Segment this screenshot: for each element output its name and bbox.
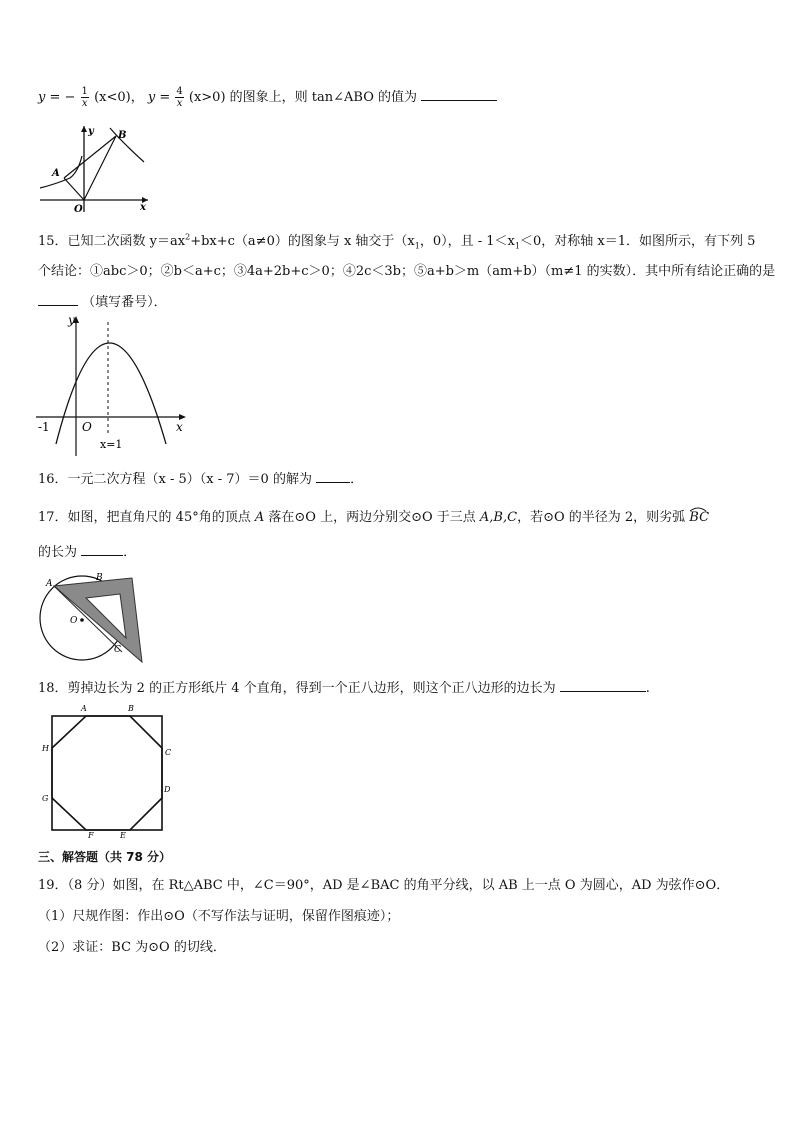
q16-line: 16．一元二次方程（x - 5）（x - 7）＝0 的解为 ． (38, 472, 364, 487)
q17-label-c: C (114, 645, 121, 655)
q14-label-a: A (52, 168, 60, 179)
q17-line1: 17．如图，把直角尺的 45°角的顶点 A 落在⊙O 上，两边分别交⊙O 于三点 A,B,C，若⊙O 的半径为 2，则劣弧 BC (38, 506, 709, 525)
q17-line2: 的长为 ． (38, 545, 137, 560)
q14-segment-oa (64, 178, 84, 200)
q14-f1-cond: (x<0)， (94, 90, 144, 105)
q15-figure (36, 312, 188, 457)
q18-label-d: D (164, 785, 171, 794)
section3-title: 三、解答题（共 78 分） (38, 850, 172, 864)
q17-arc-mark (689, 506, 707, 512)
q19-line1: 19．（8 分）如图，在 Rt△ABC 中，∠C＝90°，AD 是∠BAC 的角平分线，以 AB 上一点 O 为圆心，AD 为弦作⊙O． (38, 878, 730, 893)
q18-label-f: F (88, 831, 94, 840)
q15-label-y: y (68, 313, 75, 327)
q14-label-b: B (118, 130, 127, 141)
q18-label-e: E (120, 831, 126, 840)
q14-segment-ab (64, 136, 116, 178)
q14-text (38, 86, 497, 109)
q14-label-x: x (140, 202, 146, 213)
q17-figure (36, 570, 148, 664)
q14-f1-prefix: y = − (38, 90, 76, 105)
q18-label-g: G (42, 794, 49, 803)
q15-label-axis: x=1 (100, 438, 123, 451)
q18-label-h: H (42, 744, 49, 753)
q14-y-arrow (81, 126, 87, 132)
q17-center-dot (80, 618, 84, 622)
q14-f2-fraction: $\frac{4}{x}$ (176, 86, 183, 109)
q14-left-hyperbola (40, 156, 82, 188)
q15-line2: 个结论：①abc＞0；②b＜a+c；③4a+2b+c＞0；④2c＜3b；⑤a+b＞m（am+b）（m≠1 的实数）．其中所有结论正确的是 (38, 264, 776, 279)
q15-line3: （填写番号）． (38, 291, 167, 310)
q14-f2-cond: (x>0) (188, 90, 226, 105)
q19-part2: （2）求证：BC 为⊙O 的切线． (38, 940, 226, 955)
q14-right-hyperbola (110, 128, 144, 162)
q15-line1: 15．已知二次函数 $y=ax^2+bx+c(a\ne 0)$的图象与 x 轴交于（$x_1$，0），且 - $1<x_1<0$，对称轴 x＝1．如图所示，有下列 5 (38, 232, 756, 251)
q18-figure (38, 702, 172, 840)
q15-answer-blank[interactable] (38, 293, 78, 306)
q14-question: 的图象上，则 tan∠ABO 的值为 (229, 90, 418, 105)
q17-arc: BC (689, 510, 709, 525)
q14-f1-fraction: $\frac{1}{x}$ (81, 86, 88, 109)
q15-label-x: x (176, 420, 183, 434)
q14-answer-blank[interactable] (421, 88, 497, 101)
q14-f2-prefix: y = (147, 90, 171, 105)
q15-parabola (56, 343, 166, 444)
q18-answer-blank[interactable] (560, 679, 646, 692)
q19-part1: （1）尺规作图：作出⊙O（不写作法与证明，保留作图痕迹）； (38, 909, 400, 924)
q14-label-y: y (88, 126, 94, 137)
q18-label-a: A (81, 704, 87, 713)
q14-figure (36, 122, 152, 214)
q17-answer-blank[interactable] (81, 543, 123, 556)
q18-label-b: B (128, 704, 134, 713)
q15-label-o: O (82, 420, 92, 434)
q17-label-o: O (70, 616, 78, 626)
q18-label-c: C (165, 748, 172, 757)
q18-octagon (52, 716, 162, 830)
q17-set-square-outer (54, 578, 142, 662)
q15-label-neg1: -1 (38, 420, 50, 434)
q18-line: 18．剪掉边长为 2 的正方形纸片 4 个直角，得到一个正八边形，则这个正八边形的边长为 . (38, 681, 650, 696)
q17-label-a: A (46, 579, 53, 589)
q16-answer-blank[interactable] (316, 470, 350, 483)
q14-segment-ob (84, 136, 116, 200)
q14-label-o: O (74, 204, 83, 214)
q17-label-b: B (96, 573, 103, 583)
